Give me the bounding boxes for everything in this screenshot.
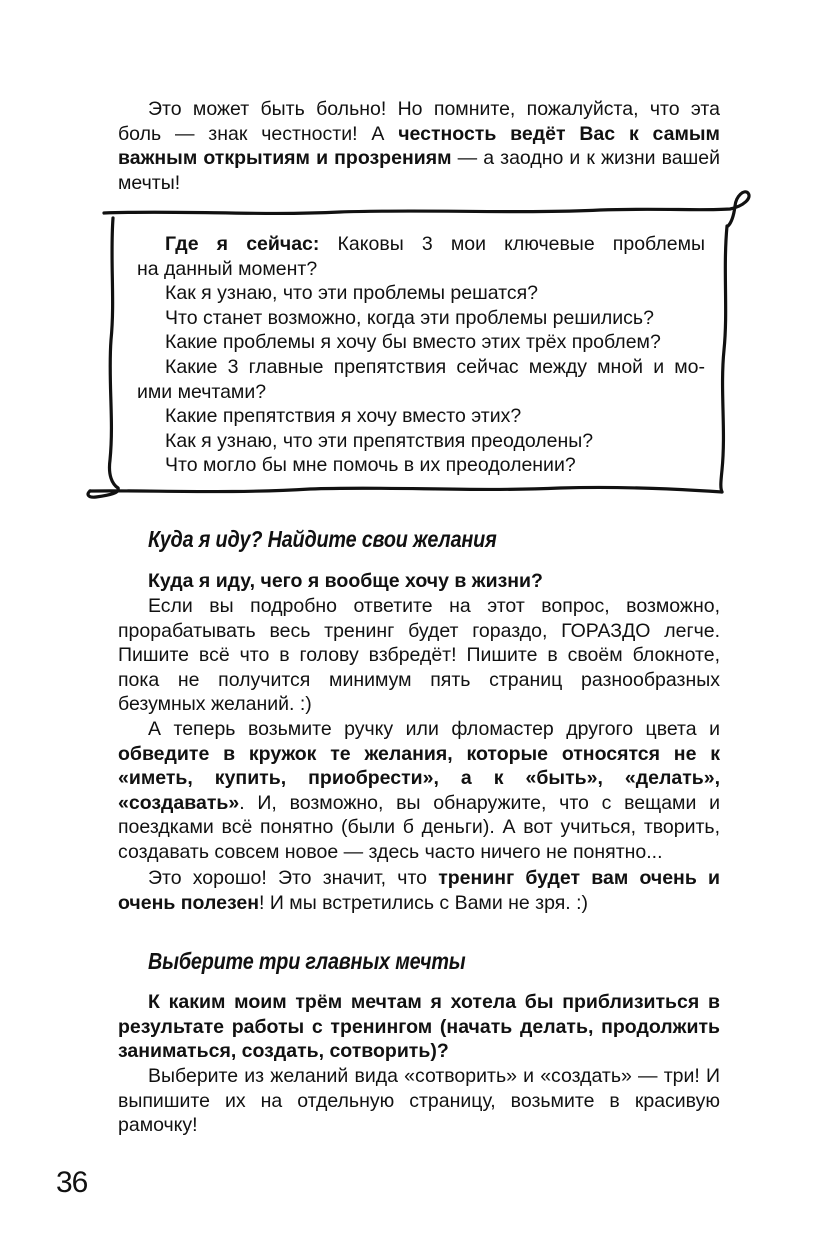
box-question-cont: ими мечтами? — [137, 380, 267, 403]
section-heading-dreams: Выберите три главных мечты — [148, 948, 466, 974]
intro-text-end: — а заодно и к жизни вашей мечты! — [118, 147, 721, 194]
box-question: Какие 3 главные препятствия сейчас между мной и мо- — [165, 355, 705, 378]
box-question: Что станет возможно, когда эти проблемы решились? — [165, 306, 654, 329]
p2-bold-text: обведите в кружок те желания, которые относятся не к «иметь, купить, приобрести», а к «быть», «делать», «создавать» — [118, 742, 720, 814]
reflection-box — [137, 232, 705, 478]
box-lead-bold: Где я сейчас: — [165, 233, 320, 255]
box-question: Как я узнаю, что эти проблемы решатся? — [165, 282, 539, 305]
p3-text-end: ! И мы встретились с Вами не зря. :) — [259, 891, 589, 914]
box-question: Как я узнаю, что эти препятствия преодолены? — [165, 429, 594, 452]
box-lead-line — [137, 232, 705, 257]
section1-question-text: Куда я иду, чего я вообще хочу в жизни? — [148, 570, 543, 592]
section1-paragraph-3 — [118, 866, 720, 915]
section2-question — [118, 990, 720, 1064]
p3-bold-text: тренинг будет вам очень и очень полезен — [118, 867, 721, 914]
box-lead-rest: Каковы 3 мои ключевые проблемы — [319, 233, 705, 255]
section1-paragraph-2 — [118, 717, 720, 865]
box-question: Что могло бы мне помочь в их преодолении? — [165, 454, 576, 477]
section1-question — [118, 569, 720, 594]
section2-question-text: К каким моим трём мечтам я хотела бы приблизиться в результате работы с тренингом (начать делать, продолжить заниматься, создать, сотворить)? — [118, 991, 720, 1063]
intro-text: Это может быть больно! Но помните, пожалуйста, что эта боль — знак честности! А — [118, 98, 720, 145]
page-number: 36 — [56, 1166, 88, 1199]
p2-text-end: . И, возможно, вы обнаружите, что с вещами и поездками всё понятно (были б деньги). А вот учиться, творить, создавать совсем новое — здесь часто ничего не понятно... — [118, 791, 720, 863]
section2-paragraph-1: Выберите из желаний вида «сотворить» и «создать» — три! И выпишите их на отдельную страницу, возьмите в красивую рамочку! — [118, 1065, 720, 1137]
p2-text: А теперь возьмите ручку или фломастер другого цвета и — [148, 718, 720, 740]
intro-bold-text: честность ведёт Вас к самым важным открытиям и прозрениям — [118, 122, 720, 170]
box-question: Какие проблемы я хочу бы вместо этих трёх проблем? — [165, 331, 661, 354]
section1-paragraph-1: Если вы подробно ответите на этот вопрос, возможно, прорабатывать весь тренинг будет гораздо, ГОРАЗДО легче. Пишите всё что в голову взбредёт! Пишите в своём блокноте, пока не получится минимум пять страниц разнообразных безумных желаний. :) — [118, 595, 720, 716]
p3-text: Это хорошо! Это значит, что — [148, 867, 439, 889]
section-heading-wishes: Куда я иду? Найдите свои желания — [148, 526, 497, 552]
box-lead-cont: на данный момент? — [137, 257, 318, 280]
box-question: Какие препятствия я хочу вместо этих? — [165, 405, 522, 428]
